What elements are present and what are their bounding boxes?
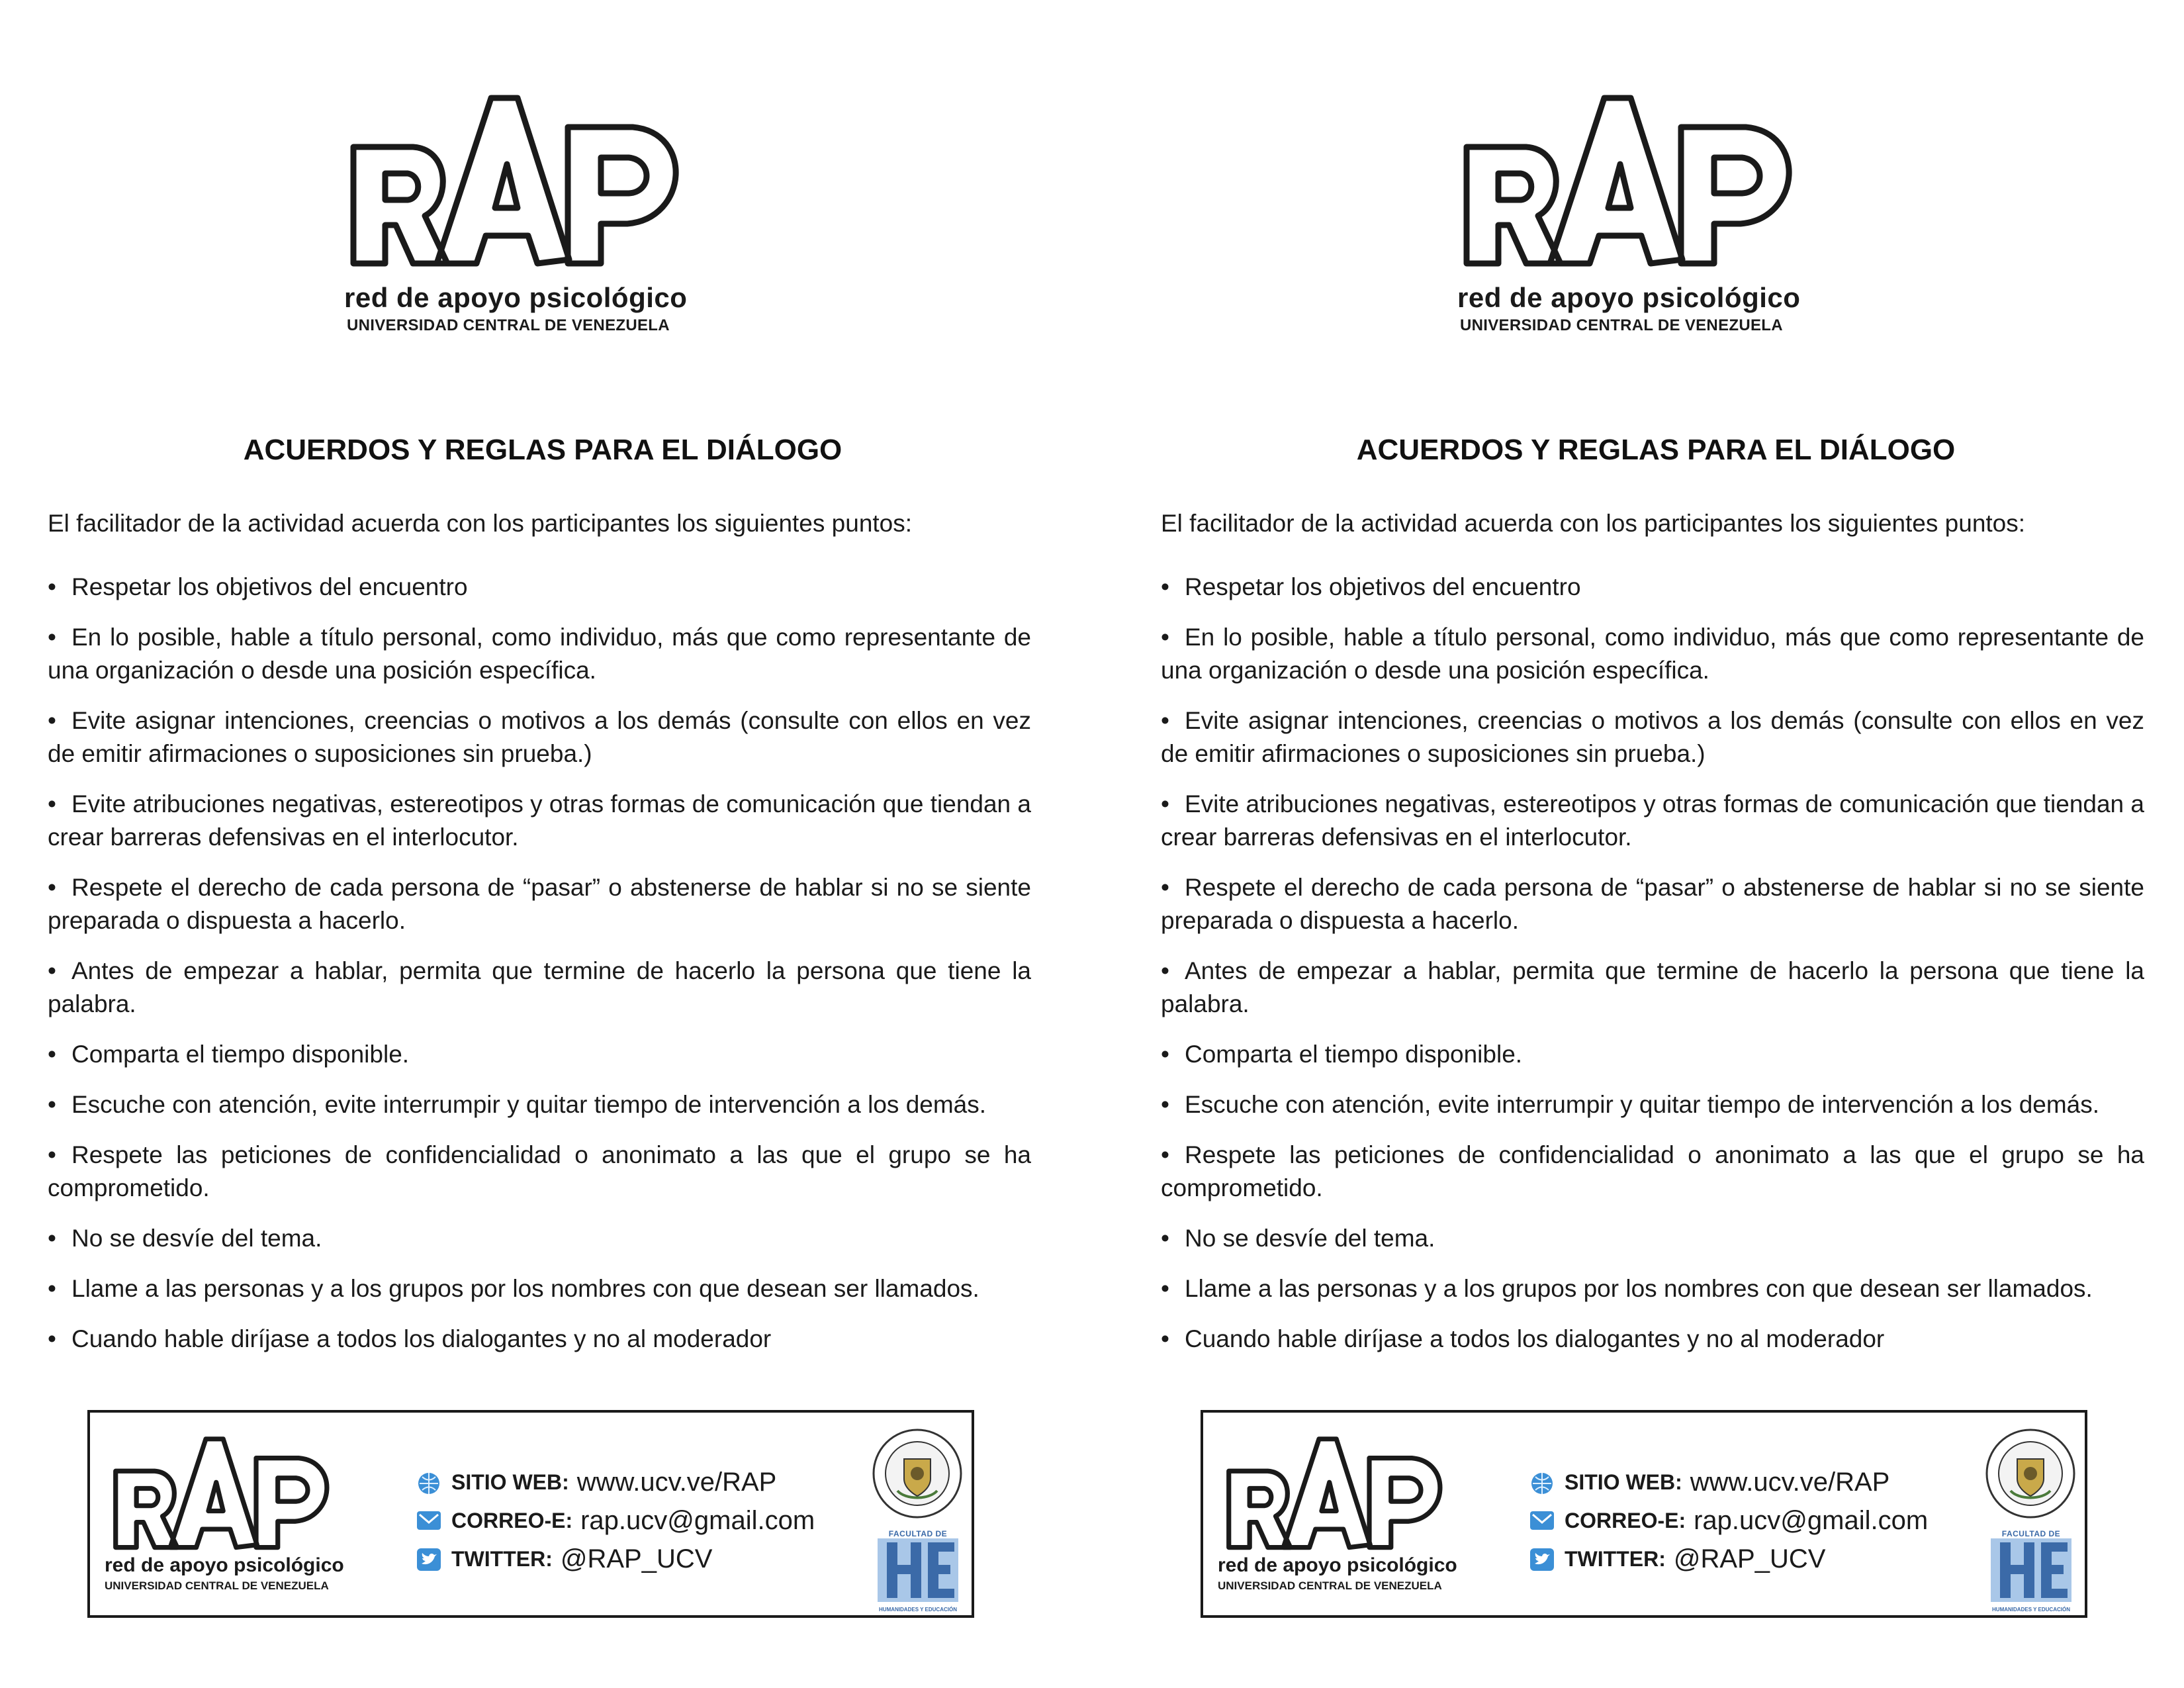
bullet-icon: • [1161, 1141, 1169, 1168]
globe-icon [414, 1468, 443, 1497]
twitter-handle[interactable]: @RAP_UCV [1673, 1544, 1826, 1573]
web-label: SITIO WEB: [1565, 1470, 1682, 1494]
footer-rap-logo-graphic [1215, 1431, 1473, 1557]
rule-text: Escuche con atención, evite interrumpir y quitar tiempo de intervención a los demás. [71, 1091, 987, 1118]
rule-item [1161, 1222, 2144, 1255]
bullet-icon: • [48, 790, 56, 818]
contact-twitter[interactable] [1527, 1540, 1951, 1578]
rule-text: Cuando hable diríjase a todos los dialogantes y no al moderador [71, 1325, 772, 1352]
contact-web[interactable] [414, 1463, 838, 1501]
bullet-icon: • [48, 1325, 56, 1352]
bullet-icon: • [48, 707, 56, 734]
ucv-seal-icon [871, 1427, 964, 1520]
rule-text: Escuche con atención, evite interrumpir y quitar tiempo de intervención a los demás. [1185, 1091, 2100, 1118]
bullet-icon: • [48, 1275, 56, 1302]
contact-info [1527, 1463, 1951, 1578]
email-link[interactable]: rap.ucv@gmail.com [1694, 1505, 1929, 1535]
bullet-icon: • [1161, 1041, 1169, 1068]
bullet-icon: • [1161, 1325, 1169, 1352]
rule-text: No se desvíe del tema. [71, 1225, 322, 1252]
bullet-icon: • [48, 624, 56, 651]
web-link[interactable]: www.ucv.ve/RAP [1690, 1467, 1890, 1497]
bullet-icon: • [1161, 957, 1169, 984]
rule-item [1161, 1323, 2144, 1356]
bullet-icon: • [1161, 1091, 1169, 1118]
rule-item [1161, 1038, 2144, 1071]
intro-text: El facilitador de la actividad acuerda con los participantes los siguientes puntos: [48, 510, 913, 537]
rule-item [1161, 704, 2144, 771]
rule-text: Evite asignar intenciones, creencias o motivos a los demás (consulte con ellos en vez de emitir afirmaciones o suposiciones sin prueba.) [1161, 707, 2144, 767]
footer-university: UNIVERSIDAD CENTRAL DE VENEZUELA [105, 1579, 329, 1592]
rap-tagline: red de apoyo psicológico [1457, 282, 1801, 313]
rule-item [48, 955, 1031, 1021]
rule-item [1161, 788, 2144, 854]
faculty-top-text: FACULTAD DE [2001, 1529, 2061, 1538]
rap-tagline: red de apoyo psicológico [344, 282, 688, 313]
rap-logo [1457, 86, 1828, 338]
rule-item [1161, 871, 2144, 937]
rap-logo-graphic [344, 86, 715, 278]
bullet-icon: • [48, 957, 56, 984]
contact-twitter[interactable] [414, 1540, 838, 1578]
rule-text: Respetar los objetivos del encuentro [1185, 573, 1581, 600]
faculty-bottom-text: HUMANIDADES Y EDUCACIÓN [879, 1607, 957, 1613]
rule-item [48, 704, 1031, 771]
rap-logo-graphic [1457, 86, 1828, 278]
email-link[interactable]: rap.ucv@gmail.com [580, 1505, 815, 1535]
rap-university: UNIVERSIDAD CENTRAL DE VENEZUELA [347, 316, 670, 334]
contact-info [414, 1463, 838, 1578]
contact-email[interactable] [414, 1501, 838, 1540]
bullet-icon: • [1161, 790, 1169, 818]
footer-university: UNIVERSIDAD CENTRAL DE VENEZUELA [1218, 1579, 1442, 1592]
rule-text: Evite atribuciones negativas, estereotipos y otras formas de comunicación que tiendan a crear barreras defensivas en el interlocutor. [48, 790, 1031, 851]
rule-item [48, 1272, 1031, 1305]
twitter-label: TWITTER: [1565, 1546, 1666, 1571]
rule-item [48, 1088, 1031, 1121]
twitter-icon [1527, 1544, 1557, 1573]
rule-item [1161, 1139, 2144, 1205]
globe-icon [1527, 1468, 1557, 1497]
page-title: ACUERDOS Y REGLAS PARA EL DIÁLOGO [1356, 434, 1956, 466]
mail-icon [1527, 1506, 1557, 1535]
rule-text: Antes de empezar a hablar, permita que termine de hacerlo la persona que tiene la palabra. [48, 957, 1031, 1017]
rap-university: UNIVERSIDAD CENTRAL DE VENEZUELA [1460, 316, 1783, 334]
contact-web[interactable] [1527, 1463, 1951, 1501]
footer-rap-logo-graphic [102, 1431, 360, 1557]
rule-item [48, 1323, 1031, 1356]
flyer-right [1113, 0, 2184, 1688]
bullet-icon: • [48, 1091, 56, 1118]
rules-list [1161, 571, 2144, 1373]
mail-icon [414, 1506, 443, 1535]
bullet-icon: • [48, 874, 56, 901]
rule-text: No se desvíe del tema. [1185, 1225, 1435, 1252]
contact-footer [87, 1410, 974, 1618]
rule-text: Llame a las personas y a los grupos por los nombres con que desean ser llamados. [71, 1275, 979, 1302]
bullet-icon: • [1161, 624, 1169, 651]
rule-item [48, 788, 1031, 854]
contact-footer [1201, 1410, 2087, 1618]
rule-text: Comparta el tiempo disponible. [1185, 1041, 1523, 1068]
faculty-bottom-text: HUMANIDADES Y EDUCACIÓN [1992, 1607, 2070, 1613]
faculty-logo [878, 1529, 958, 1611]
rule-item [1161, 571, 2144, 604]
rule-text: Respete las peticiones de confidencialidad o anonimato a las que el grupo se ha comprometido. [1161, 1141, 2144, 1201]
faculty-he-icon [878, 1538, 958, 1602]
bullet-icon: • [1161, 573, 1169, 600]
bullet-icon: • [48, 573, 56, 600]
page-title: ACUERDOS Y REGLAS PARA EL DIÁLOGO [243, 434, 842, 466]
web-label: SITIO WEB: [451, 1470, 569, 1494]
rule-text: En lo posible, hable a título personal, como individuo, más que como representante de una organización o desde una posición específica. [1161, 624, 2144, 684]
twitter-handle[interactable]: @RAP_UCV [560, 1544, 713, 1573]
web-link[interactable]: www.ucv.ve/RAP [576, 1467, 777, 1497]
bullet-icon: • [1161, 1275, 1169, 1302]
bullet-icon: • [1161, 707, 1169, 734]
rule-item [1161, 1088, 2144, 1121]
rule-item [48, 1139, 1031, 1205]
ucv-seal-icon [1984, 1427, 2077, 1520]
rule-item [1161, 1272, 2144, 1305]
faculty-logo [1991, 1529, 2071, 1611]
rule-text: Comparta el tiempo disponible. [71, 1041, 410, 1068]
bullet-icon: • [48, 1041, 56, 1068]
rule-item [48, 621, 1031, 687]
footer-tagline: red de apoyo psicológico [1218, 1554, 1457, 1576]
rule-item [1161, 955, 2144, 1021]
twitter-label: TWITTER: [451, 1546, 553, 1571]
email-label: CORREO-E: [451, 1508, 573, 1532]
rule-item [48, 871, 1031, 937]
rule-text: Cuando hable diríjase a todos los dialogantes y no al moderador [1185, 1325, 1885, 1352]
footer-tagline: red de apoyo psicológico [105, 1554, 344, 1576]
rule-text: Respete el derecho de cada persona de “pasar” o abstenerse de hablar si no se siente preparada o dispuesta a hacerlo. [1161, 874, 2144, 934]
faculty-he-icon [1991, 1538, 2071, 1602]
rule-text: Evite asignar intenciones, creencias o motivos a los demás (consulte con ellos en vez de emitir afirmaciones o suposiciones sin prueba.) [48, 707, 1031, 767]
contact-email[interactable] [1527, 1501, 1951, 1540]
twitter-icon [414, 1544, 443, 1573]
rules-list [48, 571, 1031, 1373]
rule-text: Evite atribuciones negativas, estereotipos y otras formas de comunicación que tiendan a crear barreras defensivas en el interlocutor. [1161, 790, 2144, 851]
bullet-icon: • [1161, 874, 1169, 901]
footer-rap-logo [1215, 1431, 1480, 1610]
rule-item [48, 1038, 1031, 1071]
rule-item [48, 571, 1031, 604]
email-label: CORREO-E: [1565, 1508, 1686, 1532]
rap-logo [344, 86, 715, 338]
intro-text: El facilitador de la actividad acuerda con los participantes los siguientes puntos: [1161, 510, 2026, 537]
footer-rap-logo [102, 1431, 367, 1610]
rule-text: Llame a las personas y a los grupos por los nombres con que desean ser llamados. [1185, 1275, 2093, 1302]
rule-item [1161, 621, 2144, 687]
rule-text: Respete las peticiones de confidencialidad o anonimato a las que el grupo se ha comprometido. [48, 1141, 1031, 1201]
rule-text: Antes de empezar a hablar, permita que termine de hacerlo la persona que tiene la palabra. [1161, 957, 2144, 1017]
bullet-icon: • [48, 1225, 56, 1252]
bullet-icon: • [48, 1141, 56, 1168]
rule-item [48, 1222, 1031, 1255]
faculty-top-text: FACULTAD DE [888, 1529, 948, 1538]
bullet-icon: • [1161, 1225, 1169, 1252]
rule-text: En lo posible, hable a título personal, como individuo, más que como representante de una organización o desde una posición específica. [48, 624, 1031, 684]
rule-text: Respetar los objetivos del encuentro [71, 573, 468, 600]
rule-text: Respete el derecho de cada persona de “pasar” o abstenerse de hablar si no se siente preparada o dispuesta a hacerlo. [48, 874, 1031, 934]
